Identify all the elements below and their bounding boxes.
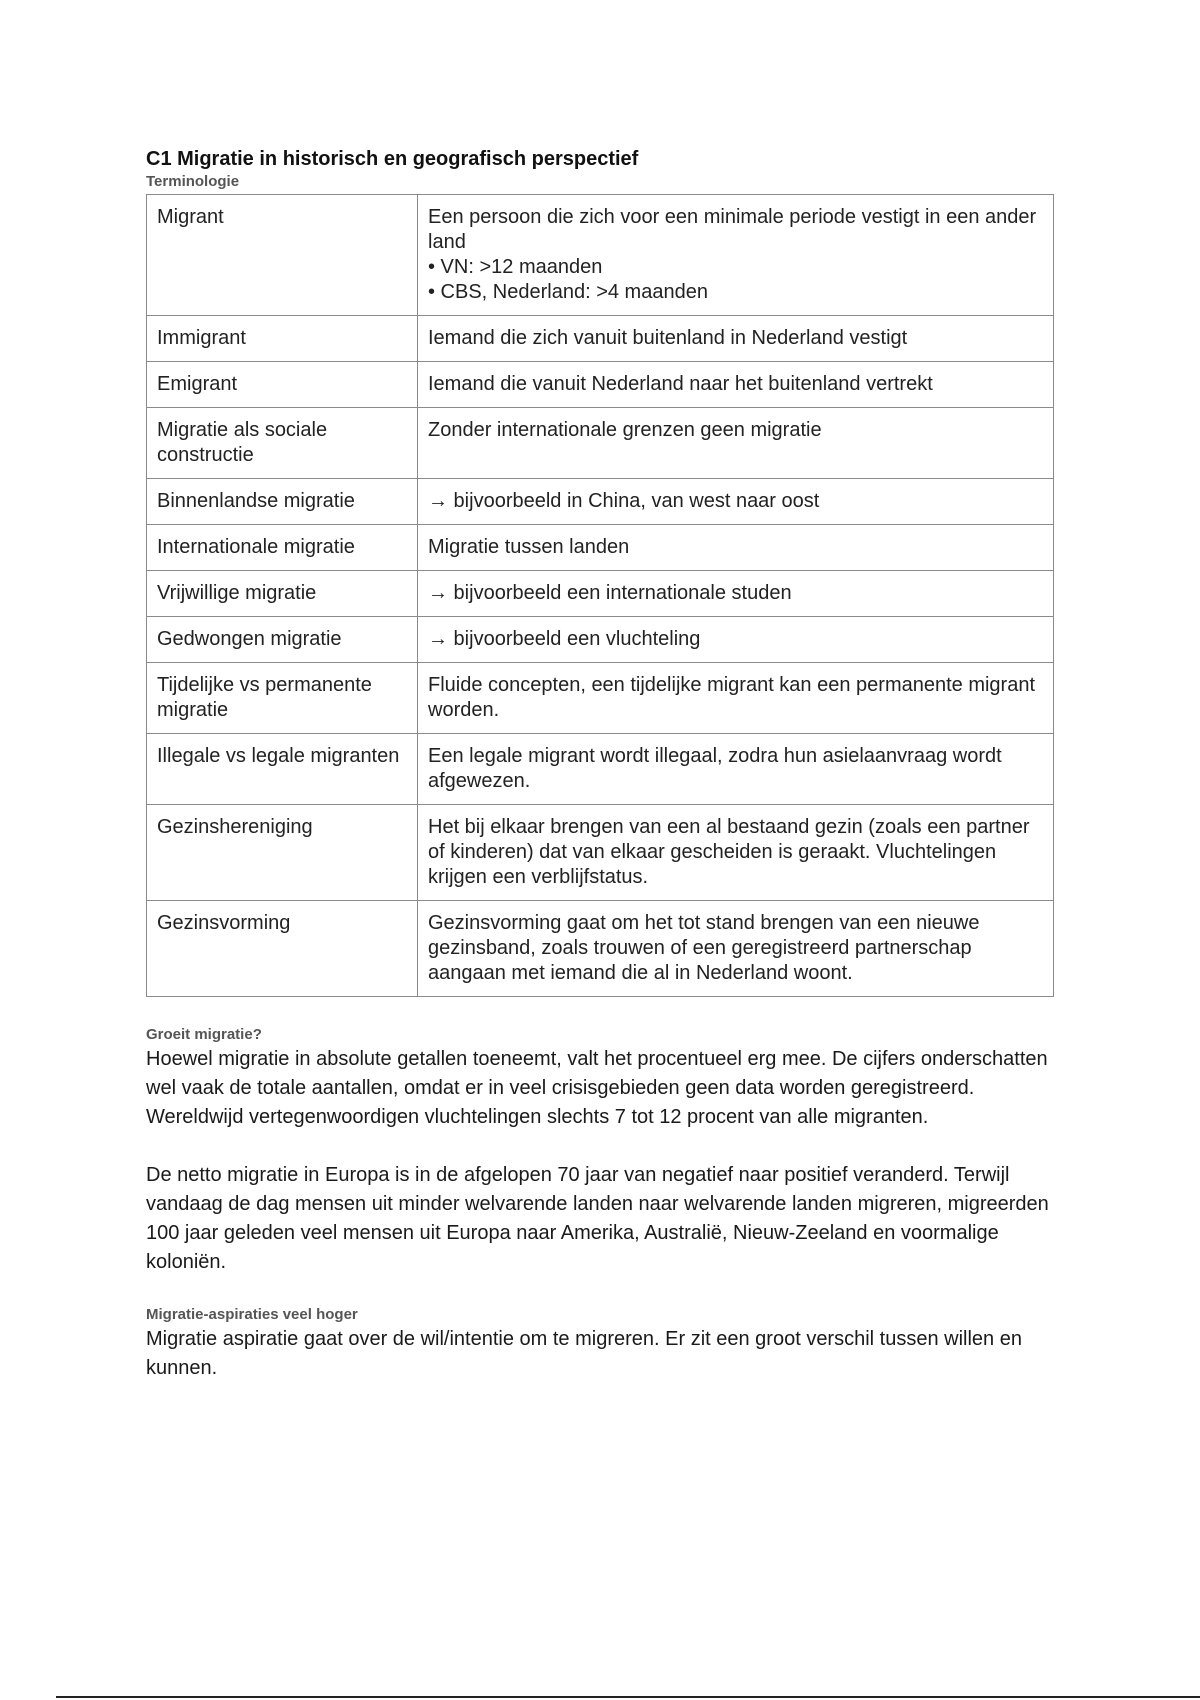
term-cell: Immigrant: [147, 316, 418, 362]
definition-line: Een persoon die zich voor een minimale periode vestigt in een ander land: [428, 206, 1037, 253]
definition-cell: [418, 525, 1054, 571]
definition-cell: [418, 805, 1054, 901]
definition-cell: [418, 901, 1054, 997]
body-paragraph: De netto migratie in Europa is in de afgelopen 70 jaar van negatief naar positief veranderd. Terwijl vandaag de dag mensen uit minder welvarende landen naar welvarende landen migreren, migreerden 100 jaar geleden veel mensen uit Europa naar Amerika, Australië, Nieuw-Zeeland en voormalige koloniën.: [146, 1164, 1049, 1273]
table-row: [147, 362, 1054, 408]
term-cell: Tijdelijke vs permanente migratie: [147, 663, 418, 734]
definition-line: → bijvoorbeeld in China, van west naar oost: [428, 490, 820, 512]
definition-cell: [418, 195, 1054, 316]
definition-cell: [418, 362, 1054, 408]
definition-cell: [418, 663, 1054, 734]
term-cell: Gezinshereniging: [147, 805, 418, 901]
terminology-table: [146, 194, 1054, 997]
definition-cell: [418, 734, 1054, 805]
table-row: [147, 617, 1054, 663]
definition-cell: [418, 408, 1054, 479]
term-cell: Binnenlandse migratie: [147, 479, 418, 525]
definition-line: • VN: >12 maanden: [428, 256, 603, 278]
terminology-table-body: [147, 195, 1054, 997]
term-cell: Gezinsvorming: [147, 901, 418, 997]
term-cell: Emigrant: [147, 362, 418, 408]
term-cell: Vrijwillige migratie: [147, 571, 418, 617]
text-section: [146, 1305, 1054, 1383]
definition-line: • CBS, Nederland: >4 maanden: [428, 281, 708, 303]
definition-line: Gezinsvorming gaat om het tot stand brengen van een nieuwe gezinsband, zoals trouwen of een geregistreerd partnerschap aangaan met iemand die al in Nederland woont.: [428, 912, 980, 984]
sections-container: [146, 1025, 1054, 1383]
definition-line: Fluide concepten, een tijdelijke migrant kan een permanente migrant worden.: [428, 674, 1036, 721]
definition-line: Zonder internationale grenzen geen migratie: [428, 419, 822, 441]
table-row: [147, 195, 1054, 316]
definition-line: Een legale migrant wordt illegaal, zodra hun asielaanvraag wordt afgewezen.: [428, 745, 1002, 792]
table-row: [147, 479, 1054, 525]
table-row: [147, 571, 1054, 617]
definition-line: Het bij elkaar brengen van een al bestaand gezin (zoals een partner of kinderen) dat van elkaar gescheiden is geraakt. Vluchtelingen krijgen een verblijfstatus.: [428, 816, 1030, 888]
table-row: [147, 663, 1054, 734]
document-page: [146, 146, 1054, 1383]
definition-line: Migratie tussen landen: [428, 536, 630, 558]
definition-line: Iemand die zich vanuit buitenland in Nederland vestigt: [428, 327, 908, 349]
term-cell: Migrant: [147, 195, 418, 316]
definition-cell: [418, 571, 1054, 617]
definition-cell: [418, 617, 1054, 663]
table-row: [147, 316, 1054, 362]
body-paragraph: Migratie aspiratie gaat over de wil/intentie om te migreren. Er zit een groot verschil tussen willen en kunnen.: [146, 1328, 1022, 1379]
footer-rule: [56, 1696, 1200, 1698]
term-cell: Illegale vs legale migranten: [147, 734, 418, 805]
table-row: [147, 805, 1054, 901]
definition-line: → bijvoorbeeld een vluchteling: [428, 628, 701, 650]
term-cell: Migratie als sociale constructie: [147, 408, 418, 479]
definition-cell: [418, 479, 1054, 525]
body-paragraph: Hoewel migratie in absolute getallen toeneemt, valt het procentueel erg mee. De cijfers onderschatten wel vaak de totale aantallen, omdat er in veel crisisgebieden geen data worden geregistreerd. Wereldwijd vertegenwoordigen vluchtelingen slechts 7 tot 12 procent van alle migranten.: [146, 1048, 1048, 1128]
page-title: C1 Migratie in historisch en geografisch perspectief: [146, 148, 639, 170]
table-row: [147, 408, 1054, 479]
term-cell: Gedwongen migratie: [147, 617, 418, 663]
definition-line: → bijvoorbeeld een internationale studen: [428, 582, 792, 604]
table-row: [147, 525, 1054, 571]
section-heading: Groeit migratie?: [146, 1026, 262, 1043]
text-section: [146, 1025, 1054, 1277]
table-row: [147, 901, 1054, 997]
definition-cell: [418, 316, 1054, 362]
term-cell: Internationale migratie: [147, 525, 418, 571]
table-row: [147, 734, 1054, 805]
section-heading: Migratie-aspiraties veel hoger: [146, 1306, 358, 1323]
definition-line: Iemand die vanuit Nederland naar het buitenland vertrekt: [428, 373, 933, 395]
terminology-heading: Terminologie: [146, 173, 240, 190]
